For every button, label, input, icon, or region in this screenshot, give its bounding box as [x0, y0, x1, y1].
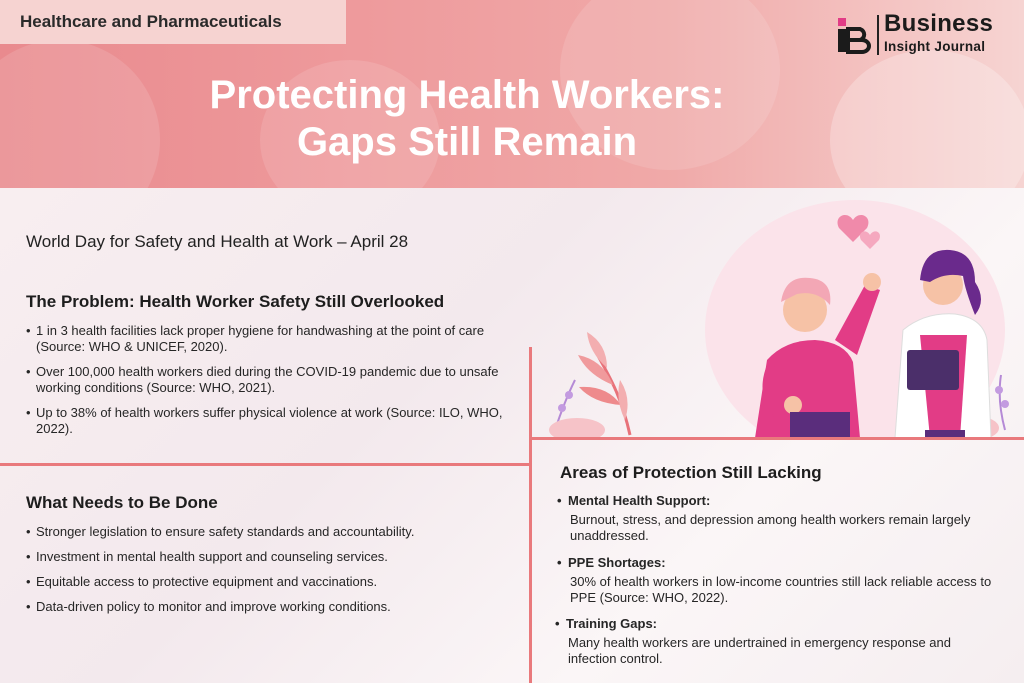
section-divider-vertical: [529, 347, 532, 683]
header-banner: [0, 0, 1024, 188]
list-item: • 1 in 3 health facilities lack proper hygiene for handwashing at the point of care (Source: WHO & UNICEF, 2020).: [26, 323, 521, 355]
area-item: [555, 616, 995, 667]
section-divider: [0, 463, 530, 466]
area-item-title: • Training Gaps:: [555, 616, 995, 632]
title-line-2: Gaps Still Remain: [296, 120, 638, 164]
list-item: • Up to 38% of health workers suffer physical violence at work (Source: ILO, WHO, 2022).: [26, 405, 521, 437]
problem-heading: The Problem: Health Worker Safety Still Overlooked: [26, 292, 445, 311]
area-item-title: • PPE Shortages:: [557, 555, 997, 571]
area-item-title: • Mental Health Support:: [557, 493, 997, 509]
logo-word-business: Business: [884, 10, 994, 37]
area-item: [557, 493, 997, 544]
list-item: • Data-driven policy to monitor and improve working conditions.: [26, 599, 521, 615]
health-workers-illustration: [535, 190, 1024, 438]
logo-word-insight-journal: Insight Journal: [884, 39, 986, 54]
list-item: • Over 100,000 health workers died during the COVID-19 pandemic due to unsafe working conditions (Source: WHO, 2021).: [26, 364, 521, 396]
category-label: Healthcare and Pharmaceuticals: [20, 12, 282, 31]
brand-logo[interactable]: [838, 12, 1014, 58]
logo-separator: [877, 15, 879, 55]
area-item-description: Many health workers are undertrained in emergency response and infection control.: [568, 635, 951, 666]
areas-heading: Areas of Protection Still Lacking: [560, 463, 822, 482]
page-title: [0, 72, 934, 166]
needs-heading: What Needs to Be Done: [26, 493, 218, 512]
section-divider: [532, 437, 1024, 440]
list-item: • Stronger legislation to ensure safety standards and accountability.: [26, 524, 521, 540]
needs-list: [26, 524, 521, 624]
category-tag[interactable]: [0, 0, 346, 44]
area-item: [557, 555, 997, 606]
area-item-description: 30% of health workers in low-income countries still lack reliable access to PPE (Source: WHO, 2022).: [570, 574, 992, 605]
title-line-1: Protecting Health Workers:: [209, 73, 725, 117]
list-item: • Equitable access to protective equipment and vaccinations.: [26, 574, 521, 590]
area-item-description: Burnout, stress, and depression among health workers remain largely unaddressed.: [570, 512, 971, 543]
list-item: • Investment in mental health support and counseling services.: [26, 549, 521, 565]
b-logo-icon: [838, 16, 872, 54]
event-subtitle: World Day for Safety and Health at Work – April 28: [26, 232, 409, 251]
problem-list: [26, 323, 521, 446]
